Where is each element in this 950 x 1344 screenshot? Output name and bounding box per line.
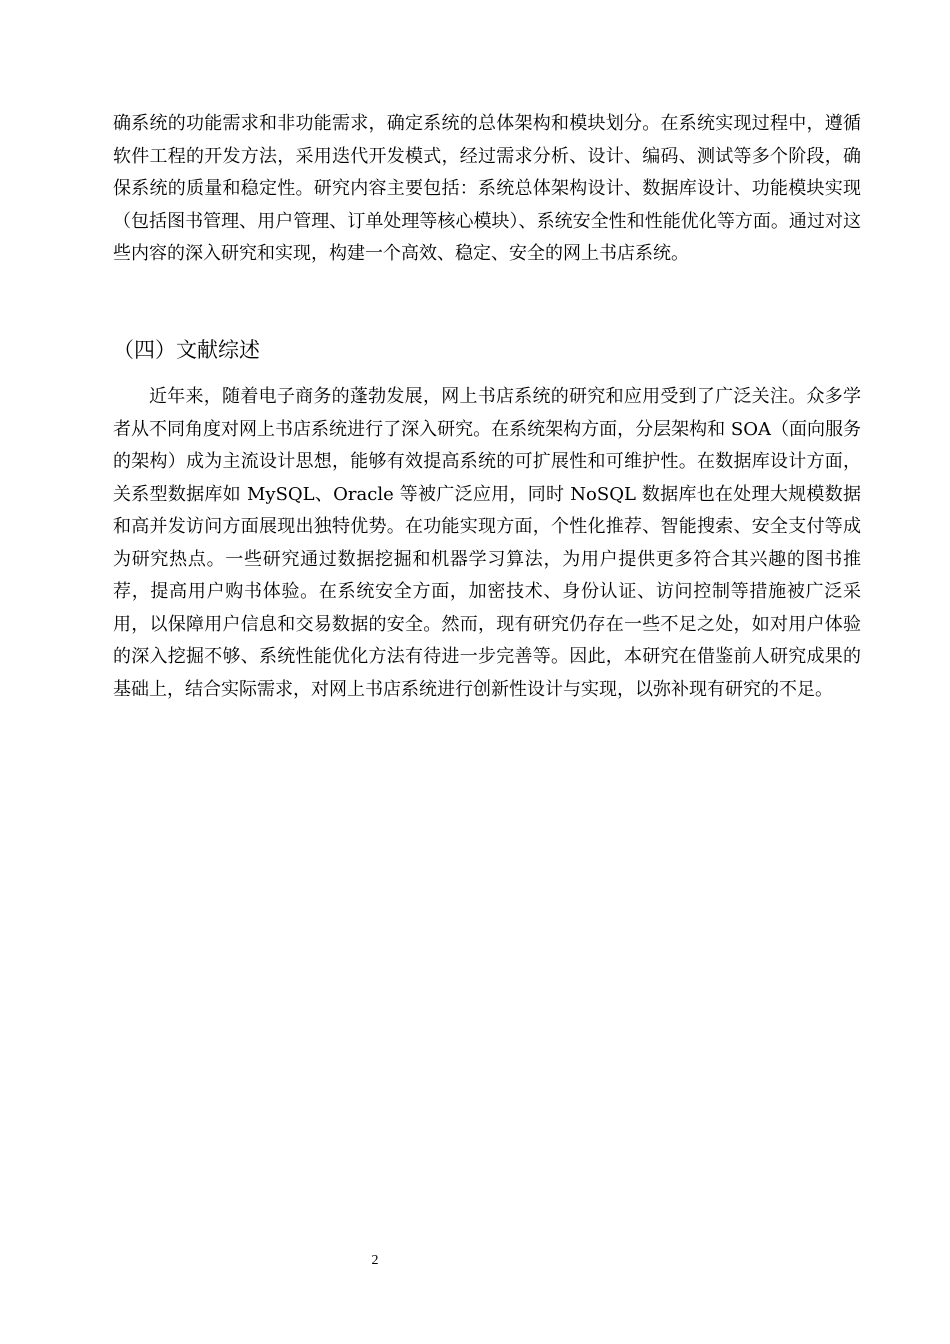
page-number: 2 bbox=[371, 1253, 379, 1268]
research-content-paragraph: 确系统的功能需求和非功能需求，确定系统的总体架构和模块划分。在系统实现过程中，遵循软件工程的开发方法，采用迭代开发模式，经过需求分析、设计、编码、测试等多个阶段，确保系统的质量和稳定性。研究内容主要包括：系统总体架构设计、数据库设计、功能模块实现（包括图书管理、用户管理、订单处理等核心模块）、系统安全性和性能优化等方面。通过对这些内容的深入研究和实现，构建一个高效、稳定、安全的网上书店系统。 bbox=[113, 113, 861, 264]
section-heading-literature-review: （四）文献综述 bbox=[113, 338, 260, 362]
literature-review-paragraph: 近年来，随着电子商务的蓬勃发展，网上书店系统的研究和应用受到了广泛关注。众多学者从不同角度对网上书店系统进行了深入研究。在系统架构方面，分层架构和 SOA（面向服务的架构）成为主流设计思想，能够有效提高系统的可扩展性和可维护性。在数据库设计方面，关系型数据库如 MySQL、Oracle 等被广泛应用，同时 NoSQL 数据库也在处理大规模数据和高并发访问方面展现出独特优势。在功能实现方面，个性化推荐、智能搜索、安全支付等成为研究热点。一些研究通过数据挖掘和机器学习算法，为用户提供更多符合其兴趣的图书推荐，提高用户购书体验。在系统安全方面，加密技术、身份认证、访问控制等措施被广泛采用，以保障用户信息和交易数据的安全。然而，现有研究仍存在一些不足之处，如对用户体验的深入挖掘不够、系统性能优化方法有待进一步完善等。因此，本研究在借鉴前人研究成果的基础上，结合实际需求，对网上书店系统进行创新性设计与实现，以弥补现有研究的不足。 bbox=[113, 386, 861, 700]
